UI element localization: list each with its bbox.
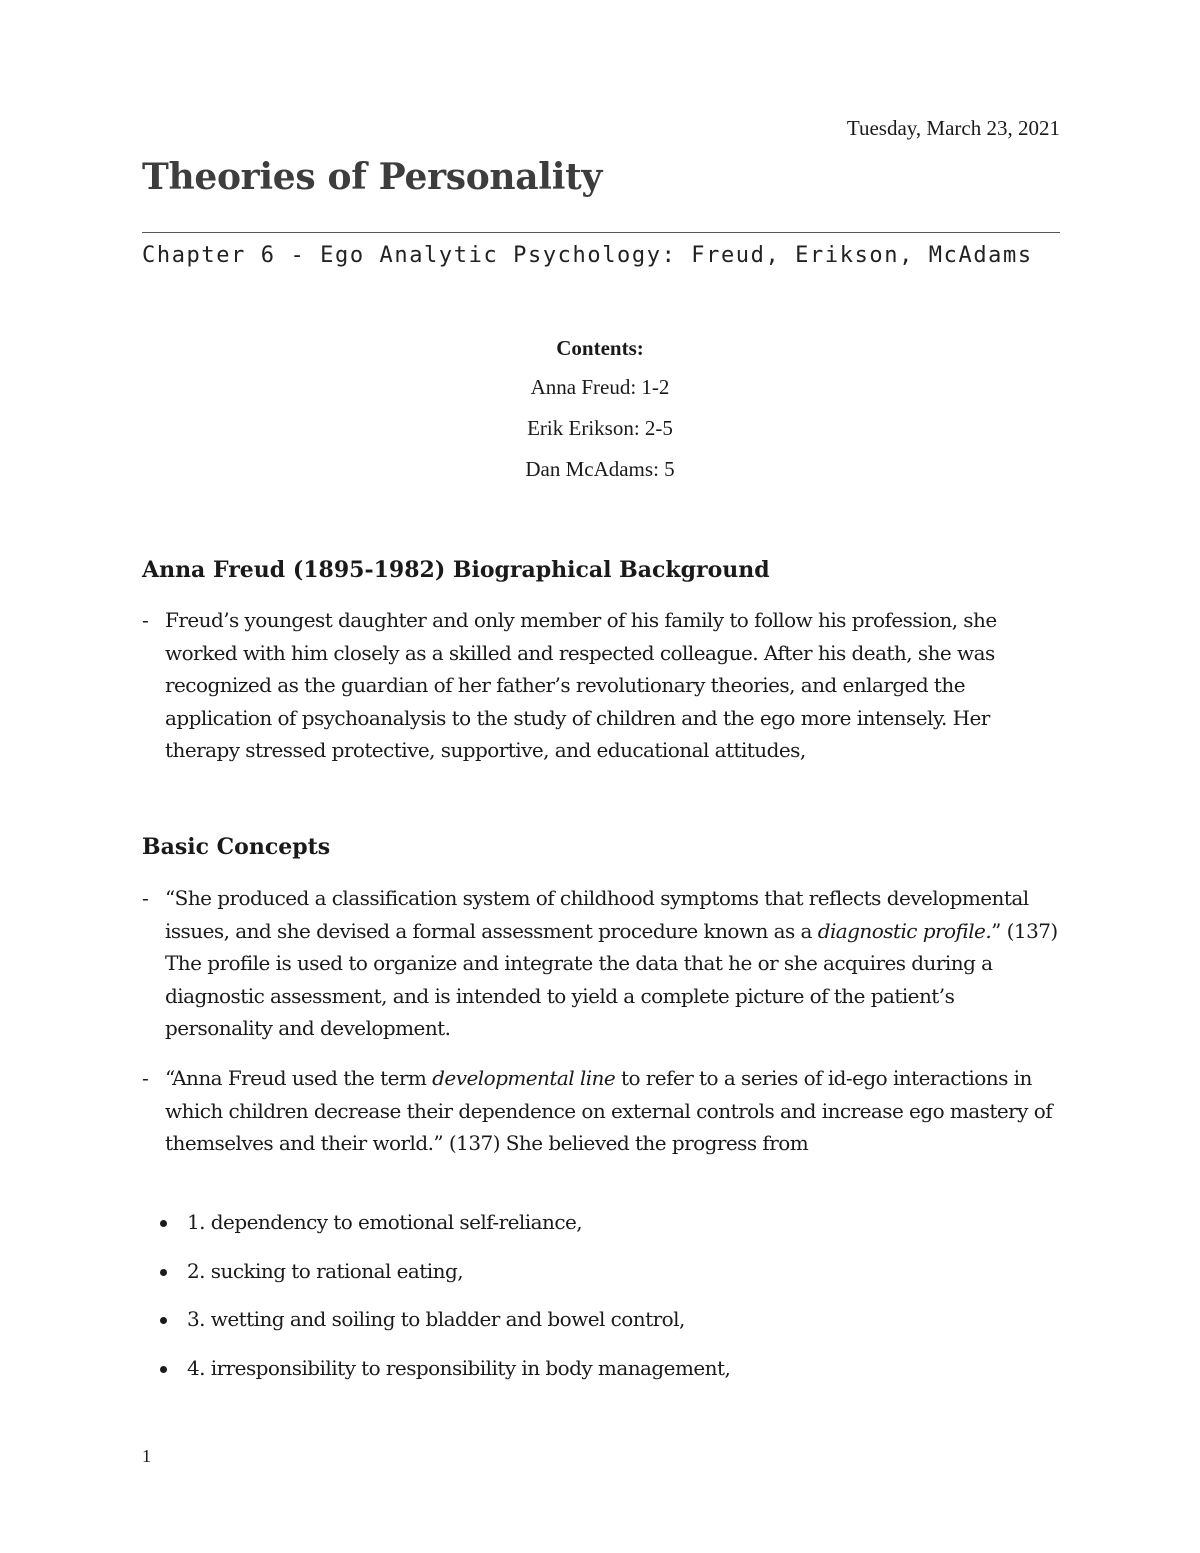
concept-item-diagnostic-profile [142, 882, 1062, 1045]
contents-heading: Contents: [556, 336, 644, 360]
title-divider [142, 232, 1060, 233]
emphasis-diagnostic-profile: diagnostic profile. [817, 918, 992, 943]
contents-item-dan-mcadams: Dan McAdams: 5 [525, 457, 675, 481]
table-of-contents [0, 336, 1200, 498]
section-heading-basic-concepts: Basic Concepts [142, 834, 331, 860]
bullet-icon [160, 1269, 167, 1276]
list-item: 3. wetting and soiling to bladder and bowel control, [160, 1307, 730, 1356]
developmental-line-list [160, 1210, 730, 1404]
concept-text: “Anna Freud used the term developmental line to refer to a series of id-ego interactions in which children decrease their dependence on external controls and increase ego mastery of themselves and their world.” (137) She believed the progress from [165, 1066, 1053, 1155]
list-item: 2. sucking to rational eating, [160, 1259, 730, 1308]
bullet-icon [160, 1317, 167, 1324]
list-item: 4. irresponsibility to responsibility in body management, [160, 1356, 730, 1405]
page-number: 1 [142, 1446, 151, 1466]
document-date: Tuesday, March 23, 2021 [846, 116, 1060, 140]
chapter-subtitle: Chapter 6 - Ego Analytic Psychology: Freud, Erikson, McAdams [142, 243, 1033, 268]
section-heading-biography: Anna Freud (1895-1982) Biographical Background [142, 557, 770, 583]
document-title: Theories of Personality [142, 156, 603, 198]
biography-text: Freud’s youngest daughter and only member of his family to follow his profession, she worked with him closely as a skilled and respected colleague. After his death, she was recognized as the guardian of her father’s revolutionary theories, and enlarged the application of psychoanalysis to the study of children and the ego more intensely. Her therapy stressed protective, supportive, and educational attitudes, [165, 608, 997, 762]
biography-paragraph [142, 604, 1062, 767]
contents-item-erik-erikson: Erik Erikson: 2-5 [527, 416, 673, 440]
bullet-icon [160, 1366, 167, 1373]
contents-item-anna-freud: Anna Freud: 1-2 [530, 375, 670, 399]
list-item: 1. dependency to emotional self-reliance, [160, 1210, 730, 1259]
concept-item-developmental-line [142, 1062, 1062, 1160]
emphasis-developmental-line: developmental line [432, 1066, 616, 1090]
dash-marker: - [142, 886, 149, 910]
bullet-icon [160, 1220, 167, 1227]
concept-text: “She produced a classification system of childhood symptoms that reflects developmental issues, and she devised a formal assessment procedure known as a diagnostic profile.” (137) The profile is used to organize and integrate the data that he or she acquires during a diagnostic assessment, and is intended to yield a complete picture of the patient’s personality and development. [165, 886, 1058, 1040]
dash-marker: - [142, 608, 149, 632]
dash-marker: - [142, 1066, 149, 1090]
